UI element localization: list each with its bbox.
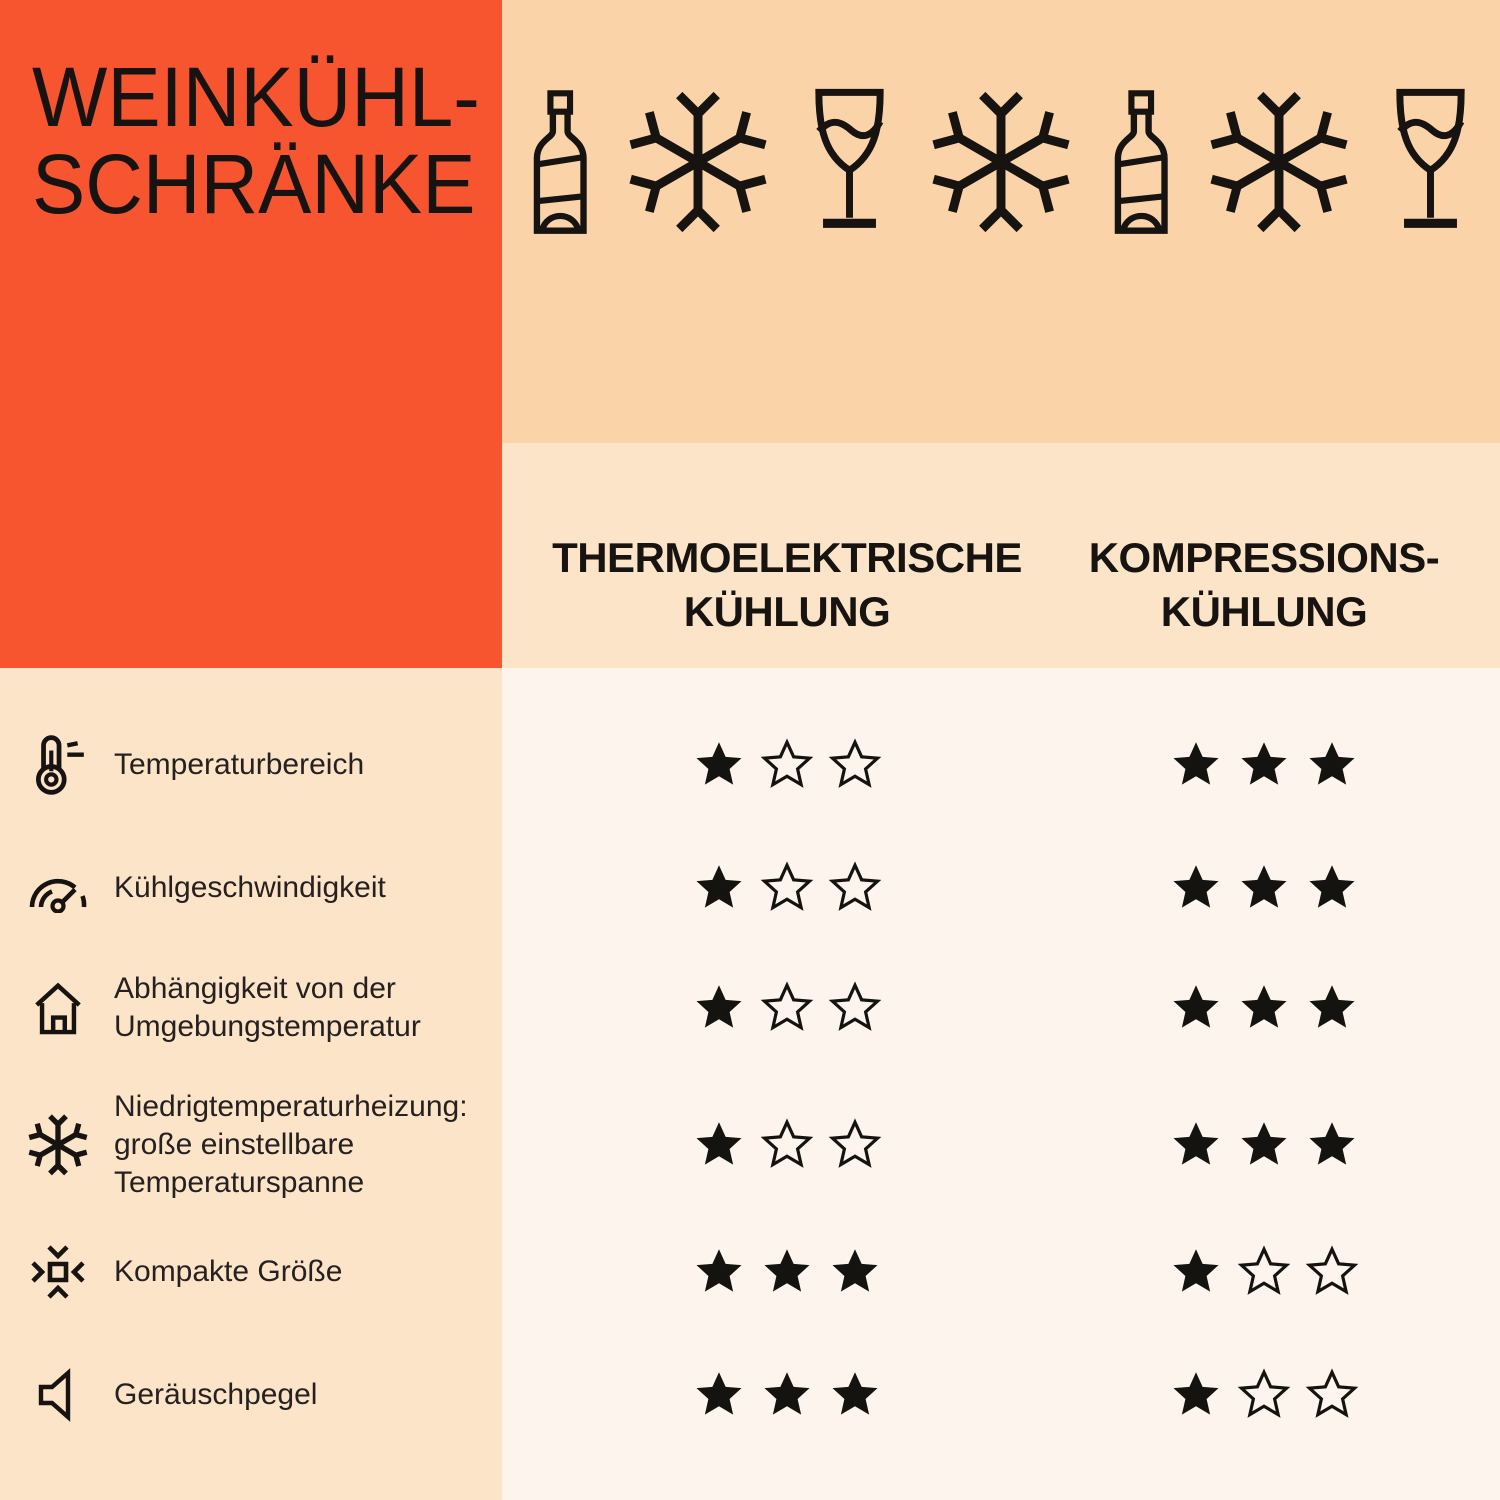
star-empty-icon bbox=[760, 862, 815, 915]
house-icon bbox=[24, 979, 92, 1037]
star-filled-icon bbox=[760, 1246, 815, 1299]
star-filled-icon bbox=[1169, 982, 1224, 1035]
feature-label-line: Abhängigkeit von der bbox=[114, 971, 396, 1005]
wine-bottle-icon bbox=[521, 86, 597, 238]
ratings-table bbox=[502, 668, 1500, 1500]
feature-label-line: Niedrigtemperaturheizung: bbox=[114, 1089, 468, 1123]
feature-label-line: Temperaturbereich bbox=[114, 747, 365, 781]
star-empty-icon bbox=[828, 739, 883, 792]
feature-label-line: Geräuschpegel bbox=[114, 1377, 318, 1411]
rating-3-of-3 bbox=[692, 1369, 883, 1422]
rating-1-of-3 bbox=[1169, 1246, 1360, 1299]
feature-label bbox=[114, 1088, 468, 1202]
star-empty-icon bbox=[828, 862, 883, 915]
star-empty-icon bbox=[1305, 1246, 1360, 1299]
star-filled-icon bbox=[828, 1246, 883, 1299]
gauge-icon bbox=[24, 863, 92, 913]
feature-row bbox=[0, 1088, 502, 1202]
feature-list bbox=[0, 668, 502, 1500]
wine-glass-icon bbox=[1380, 84, 1481, 240]
star-empty-icon bbox=[828, 1119, 883, 1172]
rating-1-of-3 bbox=[692, 862, 883, 915]
column-header-line: KÜHLUNG bbox=[683, 587, 891, 635]
star-filled-icon bbox=[692, 1369, 747, 1422]
star-filled-icon bbox=[1169, 1246, 1224, 1299]
star-filled-icon bbox=[1305, 862, 1360, 915]
snowflake-icon bbox=[926, 87, 1076, 237]
star-empty-icon bbox=[760, 739, 815, 792]
rating-3-of-3 bbox=[1169, 862, 1360, 915]
star-filled-icon bbox=[692, 739, 747, 792]
feature-label bbox=[114, 970, 421, 1046]
feature-row bbox=[0, 1367, 502, 1423]
compact-size-icon bbox=[24, 1242, 92, 1302]
star-empty-icon bbox=[828, 982, 883, 1035]
star-filled-icon bbox=[692, 982, 747, 1035]
snowflake-icon bbox=[1204, 87, 1354, 237]
page-title-line1: WEINKÜHL- bbox=[32, 50, 480, 144]
star-filled-icon bbox=[828, 1369, 883, 1422]
snowflake-icon bbox=[623, 87, 773, 237]
feature-label bbox=[114, 746, 364, 784]
feature-row bbox=[0, 732, 502, 798]
star-filled-icon bbox=[1169, 739, 1224, 792]
feature-label-line: Temperaturspanne bbox=[114, 1166, 365, 1200]
feature-label-line: große einstellbare bbox=[114, 1127, 355, 1161]
star-empty-icon bbox=[1305, 1369, 1360, 1422]
star-empty-icon bbox=[760, 982, 815, 1035]
star-empty-icon bbox=[760, 1119, 815, 1172]
feature-row bbox=[0, 1242, 502, 1302]
rating-3-of-3 bbox=[1169, 982, 1360, 1035]
column-header-line: KOMPRESSIONS- bbox=[1088, 534, 1440, 581]
column-header-thermoelectric bbox=[552, 531, 1022, 639]
column-header-compression bbox=[1089, 531, 1440, 639]
star-filled-icon bbox=[1237, 982, 1292, 1035]
star-empty-icon bbox=[1237, 1369, 1292, 1422]
feature-label-line: Kompakte Größe bbox=[114, 1254, 343, 1288]
thermometer-icon bbox=[24, 732, 92, 798]
rating-1-of-3 bbox=[692, 739, 883, 792]
star-filled-icon bbox=[692, 1119, 747, 1172]
star-filled-icon bbox=[1305, 739, 1360, 792]
rating-1-of-3 bbox=[1169, 1369, 1360, 1422]
star-filled-icon bbox=[1169, 1369, 1224, 1422]
rating-3-of-3 bbox=[1169, 739, 1360, 792]
feature-row bbox=[0, 970, 502, 1046]
rating-3-of-3 bbox=[1169, 1119, 1360, 1172]
feature-label-line: Kühlgeschwindigkeit bbox=[114, 870, 386, 904]
feature-label-line: Umgebungstemperatur bbox=[114, 1010, 421, 1043]
star-filled-icon bbox=[1237, 862, 1292, 915]
page-title bbox=[32, 50, 480, 232]
title-block bbox=[0, 0, 502, 668]
column-header-band bbox=[502, 443, 1500, 668]
speaker-icon bbox=[24, 1367, 92, 1423]
star-filled-icon bbox=[692, 1246, 747, 1299]
rating-1-of-3 bbox=[692, 982, 883, 1035]
star-filled-icon bbox=[1305, 982, 1360, 1035]
star-filled-icon bbox=[1305, 1119, 1360, 1172]
page-title-line2: SCHRÄNKE bbox=[32, 137, 476, 232]
decorative-icon-band bbox=[502, 0, 1500, 443]
snowflake-icon bbox=[24, 1113, 92, 1177]
star-filled-icon bbox=[1169, 862, 1224, 915]
star-filled-icon bbox=[1169, 1119, 1224, 1172]
feature-label bbox=[114, 869, 386, 907]
star-filled-icon bbox=[692, 862, 747, 915]
icon-strip bbox=[502, 82, 1500, 242]
feature-row bbox=[0, 863, 502, 913]
wine-bottle-icon bbox=[1102, 86, 1178, 238]
rating-1-of-3 bbox=[692, 1119, 883, 1172]
column-header-line: KÜHLUNG bbox=[1160, 587, 1368, 635]
star-empty-icon bbox=[1237, 1246, 1292, 1299]
star-filled-icon bbox=[1237, 739, 1292, 792]
feature-label bbox=[114, 1376, 317, 1414]
wine-glass-icon bbox=[799, 84, 900, 240]
column-header-line: THERMOELEKTRISCHE bbox=[552, 534, 1022, 581]
star-filled-icon bbox=[1237, 1119, 1292, 1172]
star-filled-icon bbox=[760, 1369, 815, 1422]
rating-3-of-3 bbox=[692, 1246, 883, 1299]
feature-label bbox=[114, 1253, 342, 1291]
